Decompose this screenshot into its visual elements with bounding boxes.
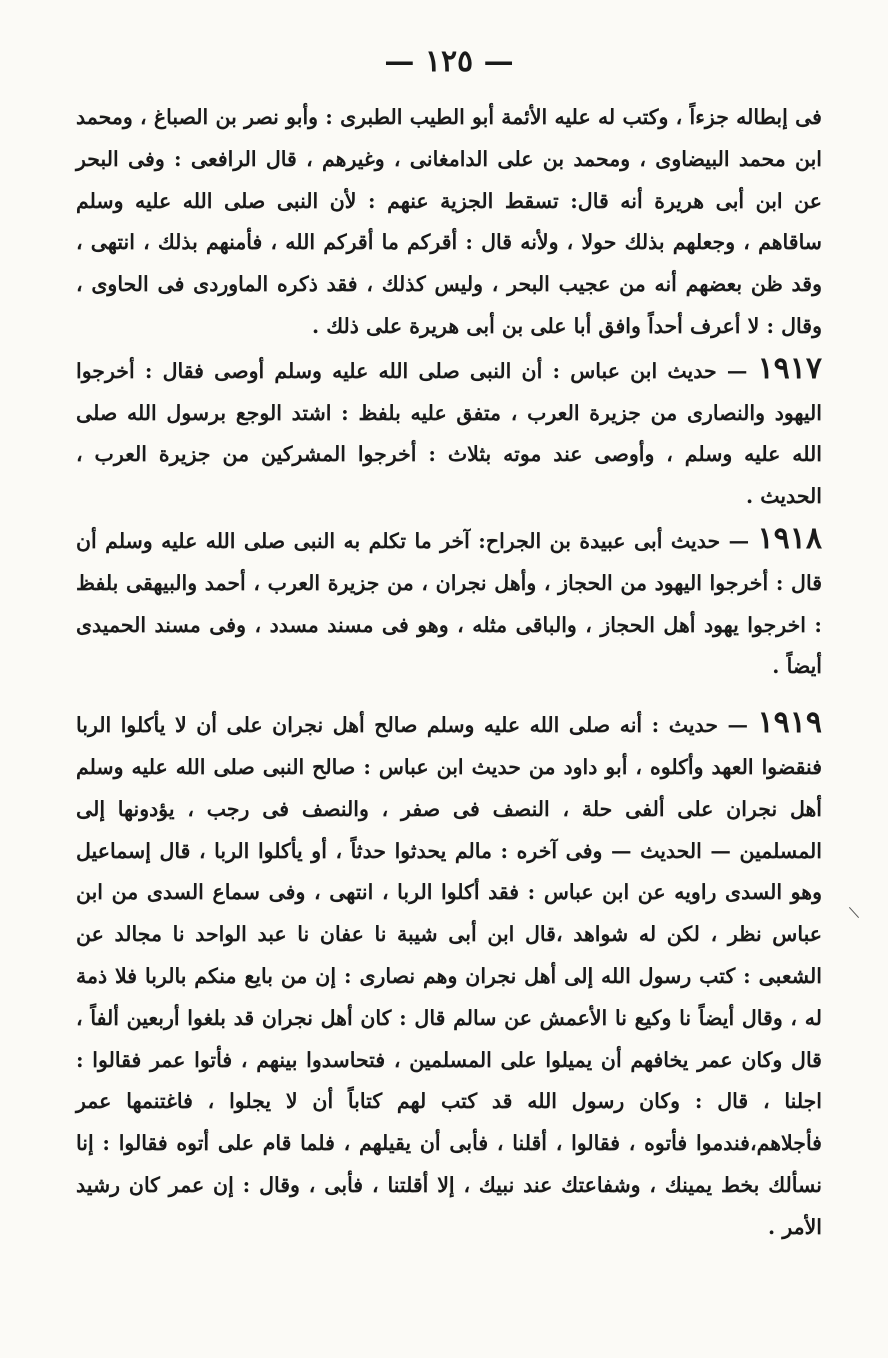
paragraph-text: — حديث ابن عباس : أن النبى صلى الله عليه وسلم أوصى فقال : أخرجوا اليهود والنصارى من جزيرة العرب ، متفق عليه بلفظ : اشتد الوجع برسول الله صلى الله عليه وسلم ، وأوصى عند موته بثلاث : أخرجوا المشركين من جزيرة العرب ، الحديث . [76,358,822,509]
paragraph-text: — حديث : أنه صلى الله عليه وسلم صالح أهل نجران على أن لا يأكلوا الربا فنقضوا العهد وأكلوه ، أبو داود من حديث ابن عباس : صالح النبى صلى الله عليه وسلم أهل نجران على ألفى حلة ، النصف فى صفر ، والنصف فى رجب ، يؤدونها إلى المسلمين — الحديث — وفى آخره : مالم يحدثوا حدثاً ، أو يأكلوا الربا ، قال إسماعيل وهو السدى راويه عن ابن عباس : فقد أكلوا الربا ، انتهى ، وفى سماع السدى من ابن عباس نظر ، لكن له شواهد ،قال ابن أبى شيبة نا عفان نا عبد الواحد نا مجالد عن الشعبى : كتب رسول الله إلى أهل نجران وهم نصارى : إن من بايع منكم بالربا فلا ذمة له ، وقال أيضاً نا وكيع نا الأعمش عن سالم قال : كان أهل نجران قد بلغوا أربعين ألفاً ، قال وكان عمر يخافهم أن يميلوا على المسلمين ، فتحاسدوا بينهم ، فأتوا عمر فقالوا : اجلنا ، قال : وكان رسول الله قد كتب لهم كتاباً أن لا يجلوا ، فاغتنمها عمر فأجلاهم،فندموا فأتوه ، فقالوا ، أقلنا ، فأبى أن يقيلهم ، فلما قام على أتوه فقالوا : إنا نسألك بخط يمينك ، وشفاعتك عند نبيك ، إلا أقلتنا ، فأبى ، وقال : إن عمر كان رشيد الأمر . [76,713,822,1239]
margin-pen-mark [849,907,859,918]
hadith-1919 [76,702,822,1248]
paragraph-text: فى إبطاله جزءاً ، وكتب له عليه الأئمة أبو الطيب الطبرى : وأبو نصر بن الصباغ ، ومحمد ابن محمد البيضاوى ، ومحمد بن على الدامغانى ، وغيرهم ، قال الرافعى : وفى البحر عن ابن أبى هريرة أنه قال: تسقط الجزية عنهم : لأن النبى صلى الله عليه وسلم ساقاهم ، وجعلهم بذلك حولا ، ولأنه قال : أقركم ما أقركم الله ، فأمنهم بذلك ، انتهى ، وقد ظن بعضهم أنه من عجيب البحر ، وليس كذلك ، فقد ذكره الماوردى فى الحاوى ، وقال : لا أعرف أحداً وافق أبا على بن أبى هريرة على ذلك . [76,105,822,338]
hadith-1917 [76,348,822,518]
page-number: — ١٢٥ — [384,44,514,79]
paragraph-continuation [76,97,822,348]
hadith-1918 [76,518,822,688]
hadith-number: ١٩١٩ [757,705,822,741]
hadith-number: ١٩١٧ [757,350,823,386]
hadith-number: ١٩١٨ [757,520,822,556]
page-body [76,97,822,1249]
paragraph-text: — حديث أبى عبيدة بن الجراح: آخر ما تكلم به النبى صلى الله عليه وسلم أن قال : أخرجوا اليهود من الحجاز ، وأهل نجران ، من جزيرة العرب ، أحمد والبيهقى بلفظ : اخرجوا يهود أهل الحجاز ، والباقى مثله ، وهو فى مسند مسدد ، وفى مسند الحميدى أيضاً . [76,528,822,679]
